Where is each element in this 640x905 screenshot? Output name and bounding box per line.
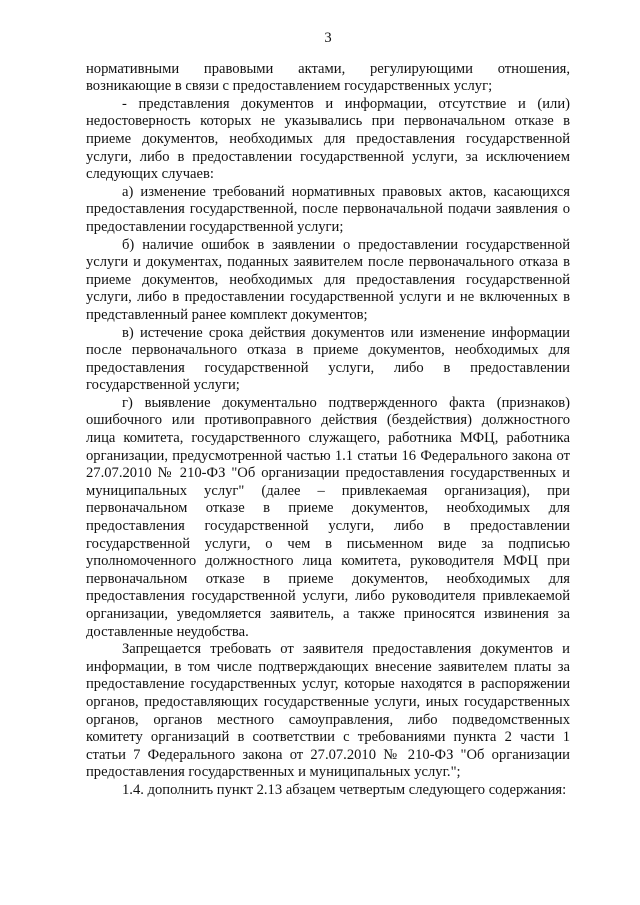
paragraph-item-a: а) изменение требований нормативных правовых актов, касающихся предоставления государственной, после первоначальной подачи заявления о предоставлении государственной услуги; (86, 183, 570, 235)
paragraph-dash-item: - представления документов и информации, отсутствие и (или) недостоверность которых не указывались при первоначальном отказе в приеме документов, необходимых для предоставления государственной услуги, либо в предоставлении государственной услуги, за исключением следующих случаев: (86, 95, 570, 183)
paragraph-continuation: нормативными правовыми актами, регулирующими отношения, возникающие в связи с предоставлением государственных услуг; (86, 60, 570, 95)
paragraph-amendment-1-4: 1.4. дополнить пункт 2.13 абзацем четвертым следующего содержания: (122, 781, 567, 798)
paragraph-item-g: г) выявление документально подтвержденного факта (признаков) ошибочного или противоправного действия (бездействия) должностного лица комитета, государственного служащего, работника МФЦ, работника организации, предусмотренной частью 1.1 статьи 16 Федерального закона от 27.07.2010 № 210-ФЗ "Об организации предоставления государственных и муниципальных услуг" (далее – привлекаемая организация), при первоначальном отказе в приеме документов, необходимых для предоставления государственной услуги, либо в предоставлении государственной услуги, о чем в письменном виде за подписью уполномоченного должностного лица комитета, руководителя МФЦ при первоначальном отказе в приеме документов, необходимых для предоставления государственной услуги, либо руководителя привлекаемой организации, уведомляется заявитель, а также приносятся извинения за доставленные неудобства. (86, 394, 570, 640)
paragraph-prohibition: Запрещается требовать от заявителя предоставления документов и информации, в том числе подтверждающих внесение заявителем платы за предоставление государственных услуг, которые находятся в распоряжении органов, предоставляющих государственные услуги, иных государственных органов, органов местного самоуправления, либо подведомственных комитету организаций в соответствии с требованиями пункта 2 части 1 статьи 7 Федерального закона от 27.07.2010 № 210-ФЗ "Об организации предоставления государственных и муниципальных услуг."; (86, 641, 570, 781)
paragraph-item-b: б) наличие ошибок в заявлении о предоставлении государственной услуги и документах, поданных заявителем после первоначального отказа в приеме документов, необходимых для предоставления государственной услуги, либо в предоставлении государственной услуги и не включенных в представленный ранее комплект документов; (86, 236, 570, 323)
paragraph-item-v: в) истечение срока действия документов или изменение информации после первоначального отказа в приеме документов, необходимых для предоставления государственной услуги, либо в предоставлении государственной услуги; (86, 324, 570, 394)
page-number: 3 (324, 30, 332, 46)
